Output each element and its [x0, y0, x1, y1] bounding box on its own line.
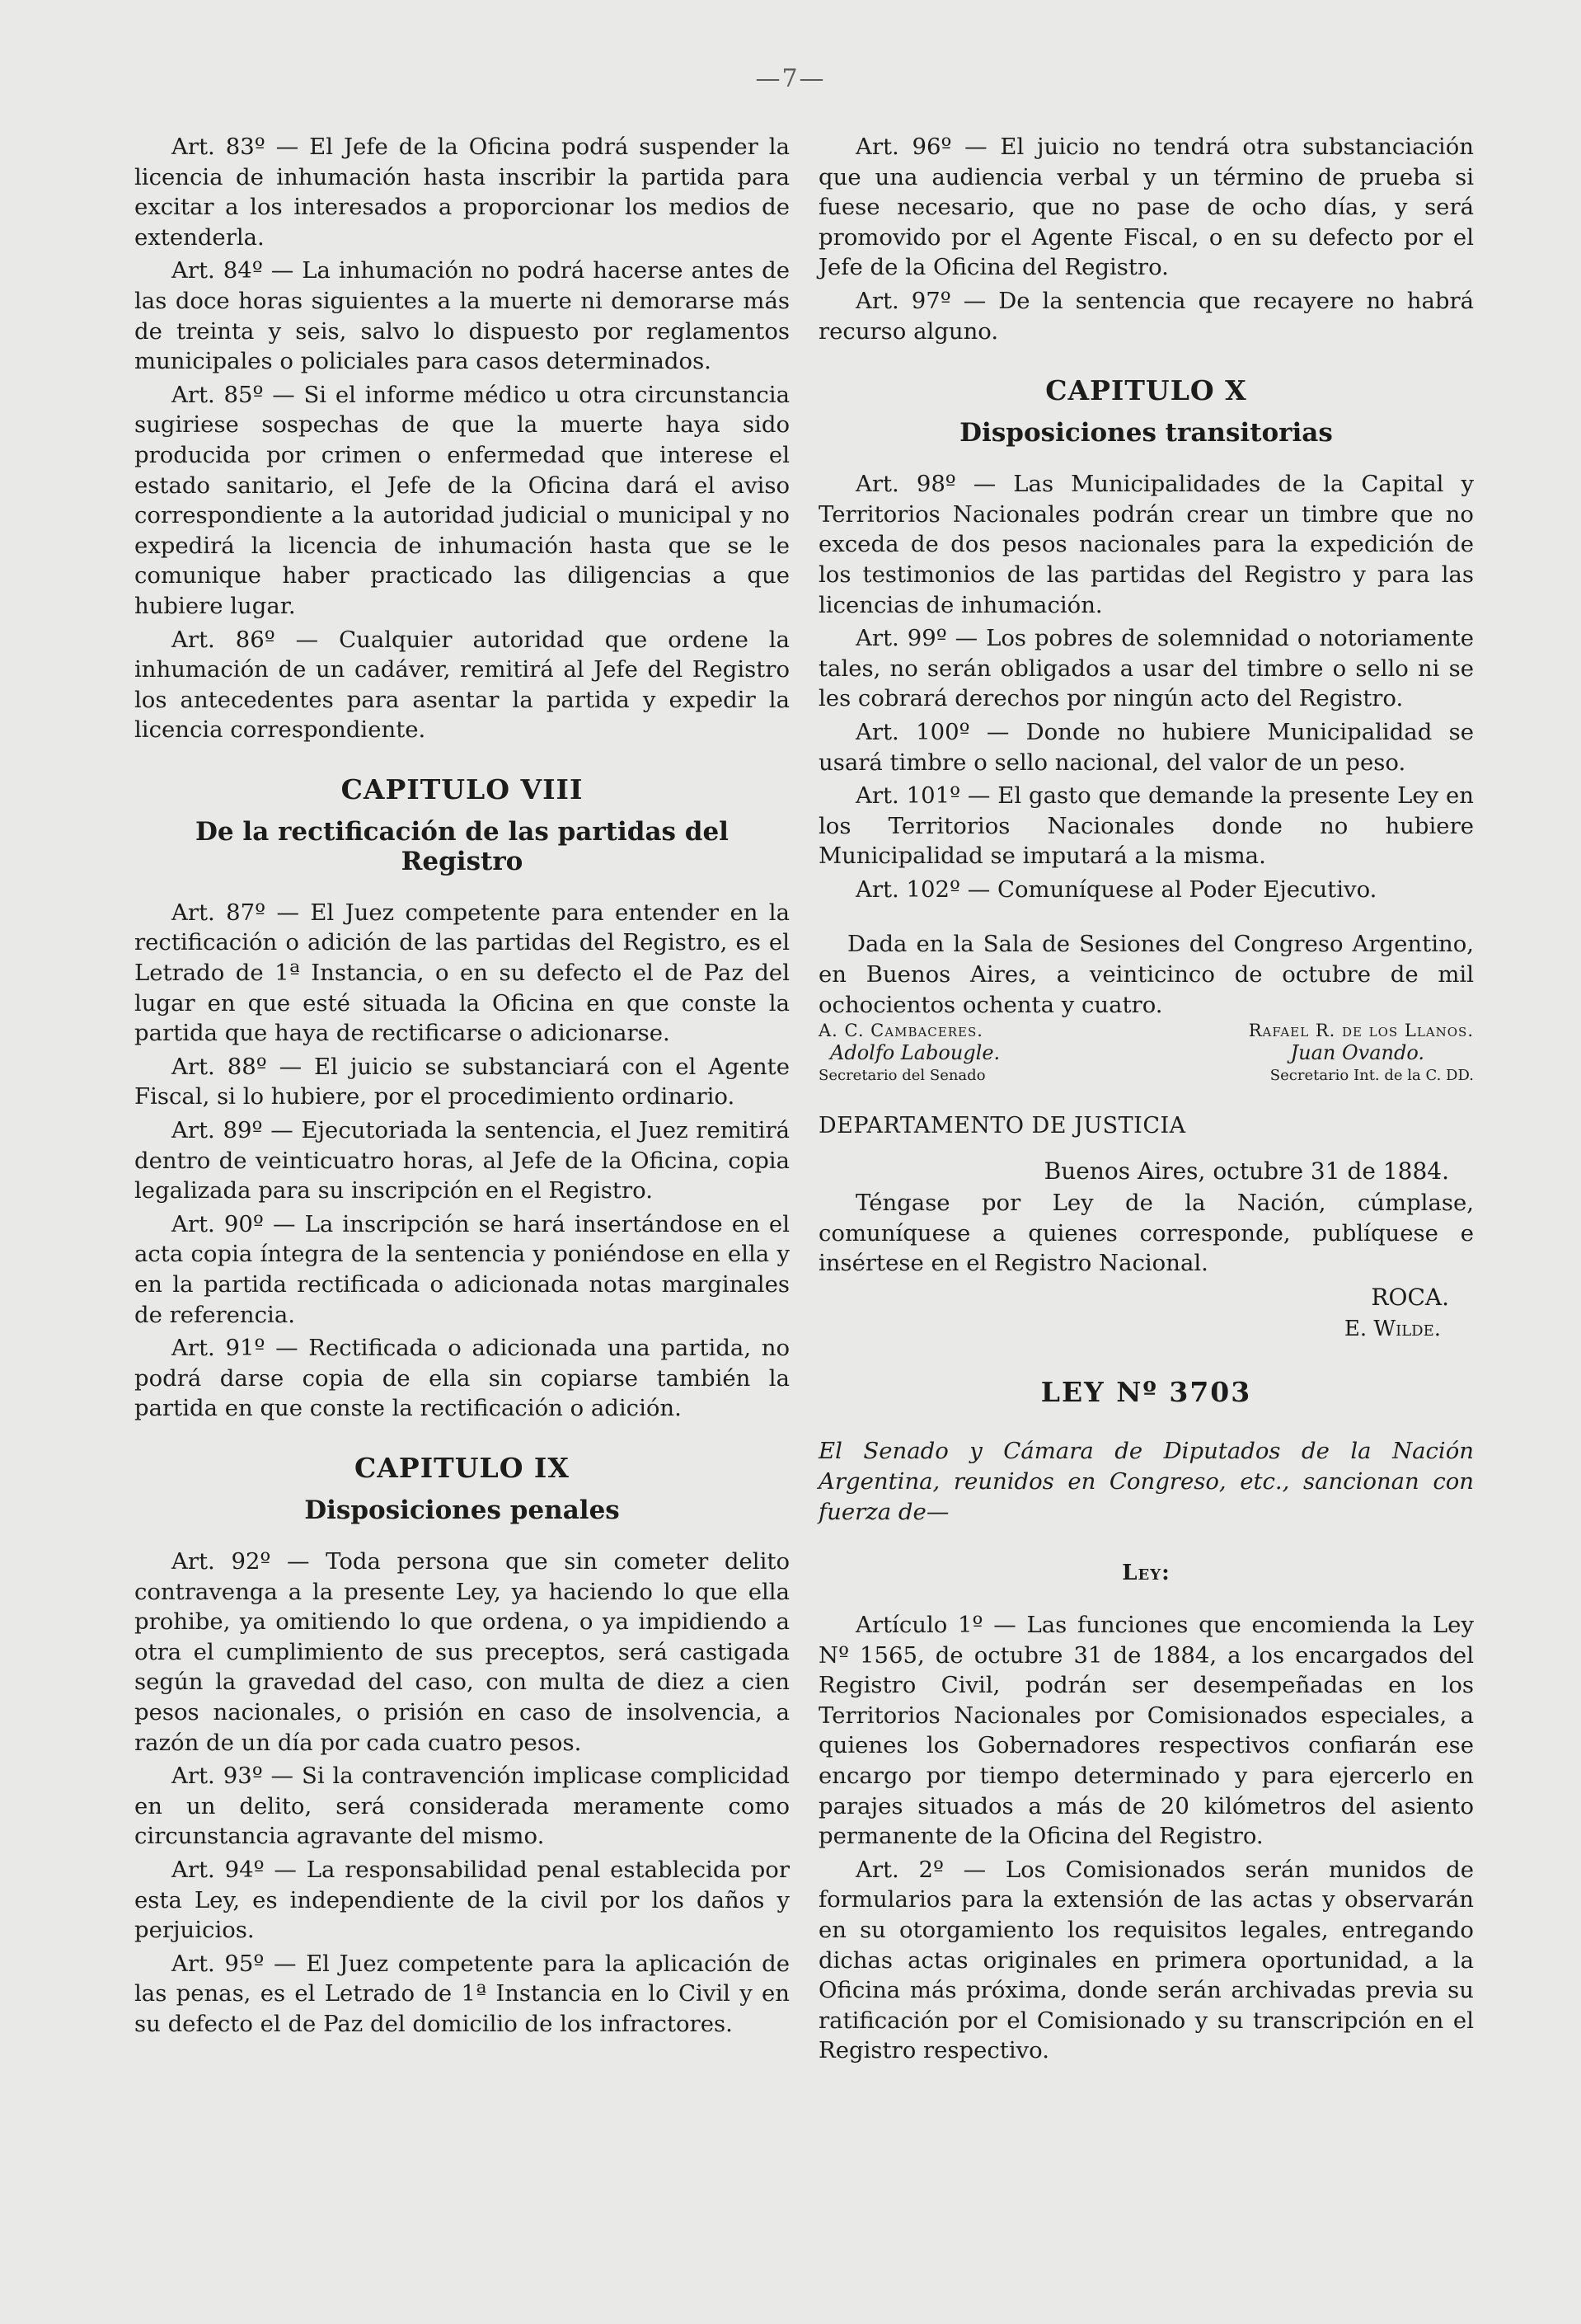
law-article-1: Artículo 1º — Las funciones que encomienda la Ley Nº 1565, de octubre 31 de 1884, a los encargados del Registro Civil, podrán ser desempeñadas en los Territorios Nacionales por Comisionados especiales, a quienes los Gobernadores respectivos confiarán ese encargo por tiempo determinado y para ejercerlo en parajes situados a más de 20 kilómetros del asiento permanente de la Oficina del Registro.: [819, 1612, 1474, 1850]
signature-names-row: [819, 1020, 1474, 1042]
signature-roca: ROCA.: [1371, 1284, 1449, 1312]
chapter-8-subtitle: De la rectificación de las partidas del Registro: [195, 816, 729, 876]
decree-dateline: Buenos Aires, octubre 31 de 1884.: [1044, 1157, 1449, 1185]
signature-secretary-deputies: Juan Ovando.: [1290, 1041, 1424, 1065]
article-90: Art. 90º — La inscripción se hará insertándose en el acta copia íntegra de la sentencia y poniéndose en ella y en la partida rectificada o adicionada notas marginales de referencia.: [134, 1210, 790, 1328]
article-102: Art. 102º — Comuníquese al Poder Ejecutivo.: [856, 876, 1377, 903]
article-83: Art. 83º — El Jefe de la Oficina podrá suspender la licencia de inhumación hasta inscribir la partida para excitar a los interesados a proporcionar los medios de extenderla.: [134, 134, 790, 251]
page-number: —7—: [755, 64, 826, 93]
chapter-8-title: CAPITULO VIII: [340, 772, 584, 805]
article-85: Art. 85º — Si el informe médico u otra circunstancia sugiriese sospechas de que la muerte haya sido producida por crimen o enfermedad que interese el estado sanitario, el Jefe de la Oficina dará el aviso correspondiente a la autoridad judicial o municipal y no expedirá la licencia de inhumación hasta que se le comunique haber practicado las diligencias a que hubiere lugar.: [134, 381, 790, 619]
article-84: Art. 84º — La inhumación no podrá hacerse antes de las doce horas siguientes a la muerte ni demorarse más de treinta y seis, salvo lo dispuesto por reglamentos municipales o policiales para casos determinados.: [134, 257, 790, 375]
signature-secretaries-row: [819, 1042, 1474, 1064]
article-99: Art. 99º — Los pobres de solemnidad o notoriamente tales, no serán obligados a usar del timbre o sello ni se les cobrará derechos por ningún acto del Registro.: [819, 625, 1474, 712]
chapter-10-title: CAPITULO X: [1045, 374, 1247, 407]
signature-roles-row: [819, 1064, 1474, 1087]
article-94: Art. 94º — La responsabilidad penal establecida por esta Ley, es independiente de la civil por los daños y perjuicios.: [134, 1856, 790, 1944]
left-column: [134, 132, 790, 2042]
article-96: Art. 96º — El juicio no tendrá otra substanciación que una audiencia verbal y un término de prueba si fuese necesario, que no pase de ocho días, y será promovido por el Agente Fiscal, o en su defecto por el Jefe de la Oficina del Registro.: [819, 134, 1474, 281]
signature-president-deputies: Rafael R. de los Llanos.: [1248, 1021, 1474, 1041]
chapter-9-subtitle: Disposiciones penales: [304, 1495, 620, 1525]
role-secretary-senate: Secretario del Senado: [819, 1067, 986, 1085]
law-article-2: Art. 2º — Los Comisionados serán munidos de formularios para la extensión de las actas y observarán en su otorgamiento los requisitos legales, entregando dichas actas originales en primera oportunidad, a la Oficina más próxima, donde serán archivadas previa su ratificación por el Comisionado y su transcripción en el Registro respectivo.: [819, 1856, 1474, 2064]
role-secretary-deputies: Secretario Int. de la C. DD.: [1269, 1067, 1474, 1085]
article-98: Art. 98º — Las Municipalidades de la Capital y Territorios Nacionales podrán crear un timbre que no exceda de dos pesos nacionales para la expedición de los testimonios de las partidas del Registro y para las licencias de inhumación.: [819, 471, 1474, 618]
article-101: Art. 101º — El gasto que demande la presente Ley en los Territorios Nacionales donde no hubiere Municipalidad se imputará a la misma.: [819, 782, 1474, 870]
article-88: Art. 88º — El juicio se substanciará con el Agente Fiscal, si lo hubiere, por el procedimiento ordinario.: [134, 1053, 790, 1110]
decree-text: Téngase por Ley de la Nación, cúmplase, comuníquese a quienes corresponde, publíquese e insértese en el Registro Nacional.: [819, 1190, 1474, 1277]
signature-wilde: E. Wilde.: [1344, 1317, 1441, 1342]
article-100: Art. 100º — Donde no hubiere Municipalidad se usará timbre o sello nacional, del valor de un peso.: [819, 718, 1474, 776]
signature-president-senate: A. C. Cambaceres.: [819, 1021, 983, 1041]
law-3703-title: LEY Nº 3703: [1040, 1376, 1252, 1409]
law-heading-word: Ley:: [1122, 1561, 1171, 1586]
article-91: Art. 91º — Rectificada o adicionada una partida, no podrá darse copia de ella sin copiarse también la partida en que conste la rectificación o adición.: [134, 1335, 790, 1422]
article-86: Art. 86º — Cualquier autoridad que ordene la inhumación de un cadáver, remitirá al Jefe del Registro los antecedentes para asentar la partida y expedir la licencia correspondiente.: [134, 626, 790, 744]
chapter-10-subtitle: Disposiciones transitorias: [959, 418, 1333, 448]
department-heading: DEPARTAMENTO DE JUSTICIA: [819, 1113, 1186, 1139]
article-87: Art. 87º — El Juez competente para entender en la rectificación o adición de las partidas del Registro, es el Letrado de 1ª Instancia, o en su defecto el de Paz del lugar en que esté situada la Oficina en que conste la partida que haya de rectificarse o adicionarse.: [134, 899, 790, 1047]
chapter-9-title: CAPITULO IX: [354, 1451, 570, 1484]
enactment-clause: Dada en la Sala de Sesiones del Congreso Argentino, en Buenos Aires, a veinticinco de octubre de mil ochocientos ochenta y cuatro.: [819, 931, 1474, 1018]
signature-secretary-senate: Adolfo Labougle.: [830, 1041, 1001, 1065]
article-97: Art. 97º — De la sentencia que recayere no habrá recurso alguno.: [819, 287, 1474, 345]
law-preamble: El Senado y Cámara de Diputados de la Nación Argentina, reunidos en Congreso, etc., sancionan con fuerza de—: [819, 1438, 1474, 1526]
article-93: Art. 93º — Si la contravención implicase complicidad en un delito, será considerada meramente como circunstancia agravante del mismo.: [134, 1763, 790, 1850]
article-92: Art. 92º — Toda persona que sin cometer delito contravenga a la presente Ley, ya haciendo lo que ella prohibe, ya omitiendo lo que ordena, o ya impidiendo a otra el cumplimiento de sus preceptos, será castigada según la gravedad del caso, con multa de diez a cien pesos nacionales, o prisión en caso de insolvencia, a razón de un día por cada cuatro pesos.: [134, 1547, 790, 1756]
article-95: Art. 95º — El Juez competente para la aplicación de las penas, es el Letrado de 1ª Instancia en lo Civil y en su defecto el de Paz del domicilio de los infractores.: [134, 1950, 790, 2037]
right-column: [819, 132, 1474, 2069]
article-89: Art. 89º — Ejecutoriada la sentencia, el Juez remitirá dentro de veinticuatro horas, al Jefe de la Oficina, copia legalizada para su inscripción en el Registro.: [134, 1117, 790, 1204]
